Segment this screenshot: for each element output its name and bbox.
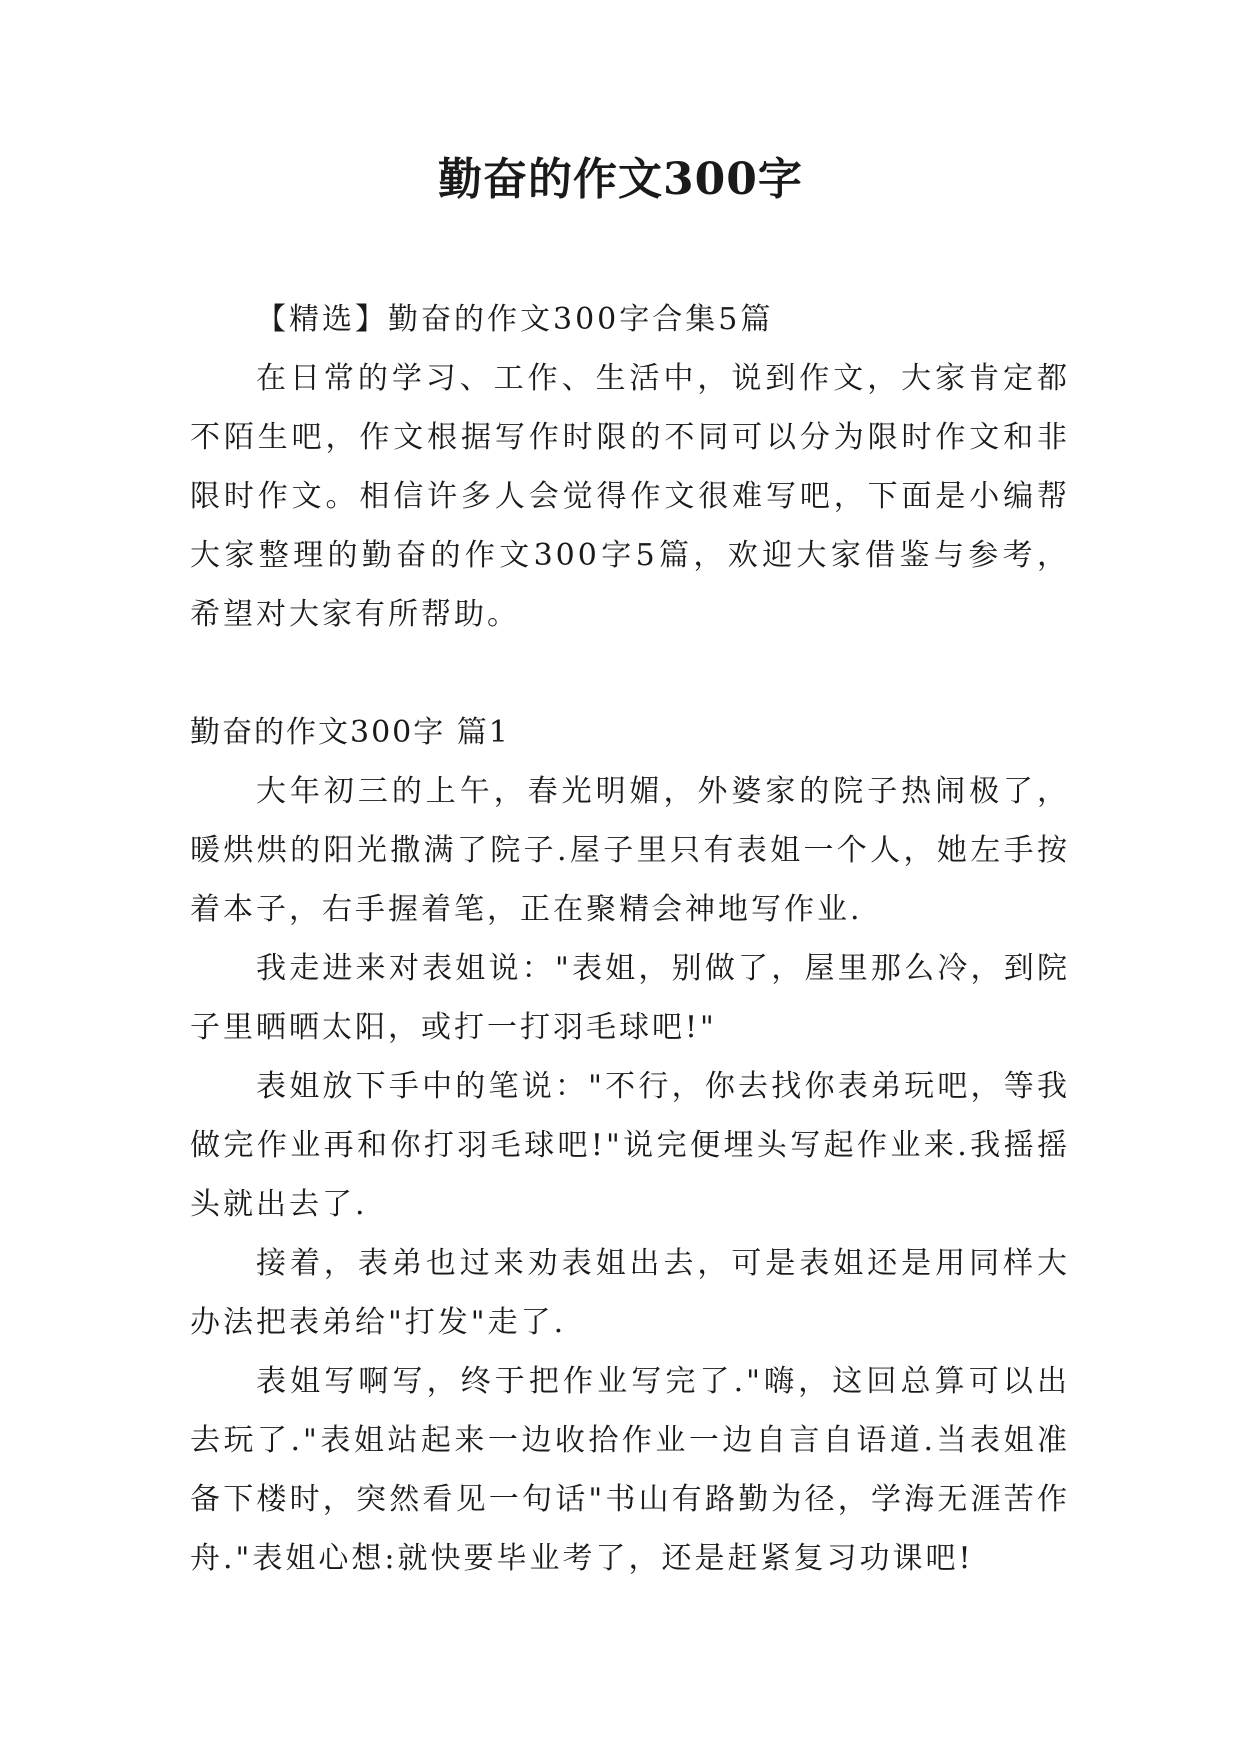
intro-heading: 【精选】勤奋的作文300字合集5篇 <box>256 302 774 337</box>
body-paragraph: 表姐写啊写，终于把作业写完了."嗨，这回总算可以出去玩了."表姐站起来一边收拾作业一边自言自语道.当表姐准备下楼时，突然看见一句话"书山有路勤为径，学海无涯苦作舟."表姐心想:就快要毕业考了，还是赶紧复习功课吧! <box>190 1364 1070 1576</box>
body-paragraph: 表姐放下手中的笔说："不行，你去找你表弟玩吧，等我做完作业再和你打羽毛球吧!"说完便埋头写起作业来.我摇摇头就出去了. <box>190 1069 1070 1222</box>
intro-paragraph: 在日常的学习、工作、生活中，说到作文，大家肯定都不陌生吧，作文根据写作时限的不同可以分为限时作文和非限时作文。相信许多人会觉得作文很难写吧，下面是小编帮大家整理的勤奋的作文300字5篇，欢迎大家借鉴与参考，希望对大家有所帮助。 <box>190 361 1070 632</box>
document-title: 勤奋的作文300字 <box>438 154 803 205</box>
body-paragraph: 接着，表弟也过来劝表姐出去，可是表姐还是用同样大办法把表弟给"打发"走了. <box>190 1246 1070 1340</box>
document-body <box>190 290 1070 1588</box>
body-paragraph: 我走进来对表姐说："表姐，别做了，屋里那么冷，到院子里晒晒太阳，或打一打羽毛球吧!" <box>190 951 1070 1045</box>
body-paragraph: 大年初三的上午，春光明媚，外婆家的院子热闹极了，暖烘烘的阳光撒满了院子.屋子里只有表姐一个人，她左手按着本子，右手握着笔，正在聚精会神地写作业. <box>190 774 1070 927</box>
section-heading: 勤奋的作文300字 篇1 <box>190 715 510 750</box>
